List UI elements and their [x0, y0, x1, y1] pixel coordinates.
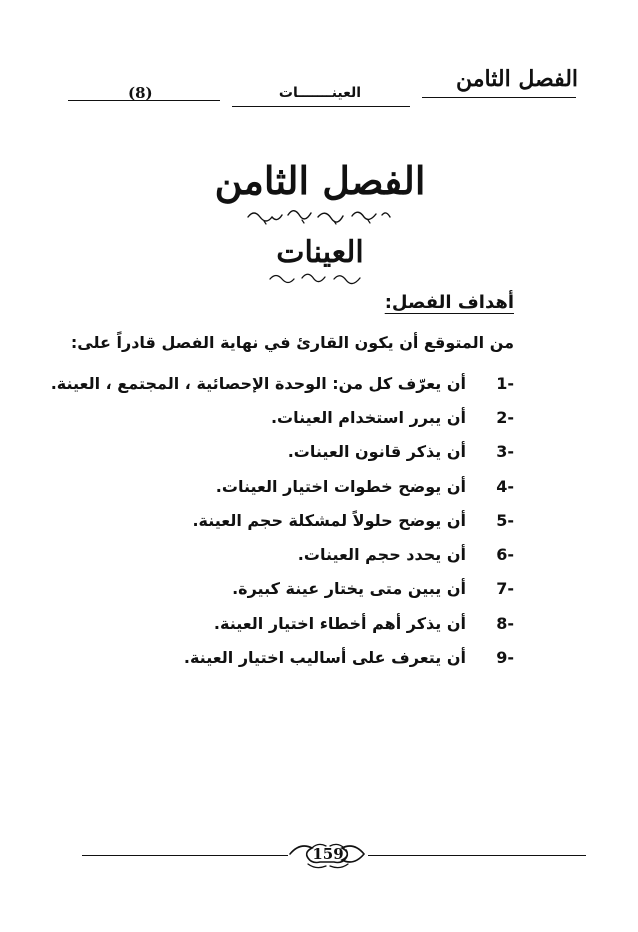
list-item-text: أن يعرّف كل من: الوحدة الإحصائية ، المجتمع ، العينة.	[50, 373, 466, 393]
list-item	[51, 503, 514, 537]
list-item	[51, 537, 514, 571]
title-flourish-ornament	[244, 205, 394, 225]
objectives-heading: أهداف الفصل:	[384, 292, 514, 313]
list-item-text: أن يبين متى يختار عينة كبيرة.	[232, 579, 466, 599]
header-rule-right	[422, 97, 576, 98]
list-item-text: أن يوضح حلولاً لمشكلة حجم العينة.	[192, 510, 466, 530]
objectives-intro: من المتوقع أن يكون القارئ في نهاية الفصل قادراً على:	[70, 333, 514, 352]
list-item	[51, 606, 514, 640]
list-item-number: -4	[496, 476, 514, 496]
list-item	[51, 435, 514, 469]
list-item	[51, 400, 514, 434]
chapter-number: (8)	[128, 84, 153, 102]
subtitle-flourish-ornament	[266, 270, 370, 286]
list-item-number: -8	[496, 613, 514, 633]
list-item	[51, 469, 514, 503]
running-header-title: العينـــــــات	[278, 85, 362, 101]
list-item-number: -2	[496, 407, 514, 427]
list-item-number: -1	[496, 373, 514, 393]
list-item	[51, 572, 514, 606]
list-item-text: أن يوضح خطوات اختيار العينات.	[215, 476, 466, 496]
list-item	[51, 640, 514, 674]
footer-rule-right	[368, 855, 586, 856]
objectives-list	[51, 366, 514, 675]
footer-rule-left	[82, 855, 288, 856]
list-item	[51, 366, 514, 400]
list-item-text: أن يذكر أهم أخطاء اختيار العينة.	[213, 613, 466, 633]
list-item-number: -3	[496, 442, 514, 462]
list-item-text: أن يذكر قانون العينات.	[287, 442, 466, 462]
chapter-subtitle: العينات	[276, 235, 364, 270]
header-rule-center	[232, 106, 410, 107]
list-item-number: -5	[496, 510, 514, 530]
chapter-title: الفصل الثامن	[214, 158, 426, 203]
list-item-number: -6	[496, 545, 514, 565]
chapter-calligraphy-logo: الفصل الثامن	[456, 66, 579, 92]
list-item-text: أن يبرر استخدام العينات.	[270, 407, 466, 427]
list-item-number: -7	[496, 579, 514, 599]
list-item-number: -9	[496, 648, 514, 668]
list-item-text: أن يتعرف على أساليب اختيار العينة.	[183, 648, 466, 668]
list-item-text: أن يحدد حجم العينات.	[297, 545, 466, 565]
page-number: 159	[312, 845, 344, 863]
